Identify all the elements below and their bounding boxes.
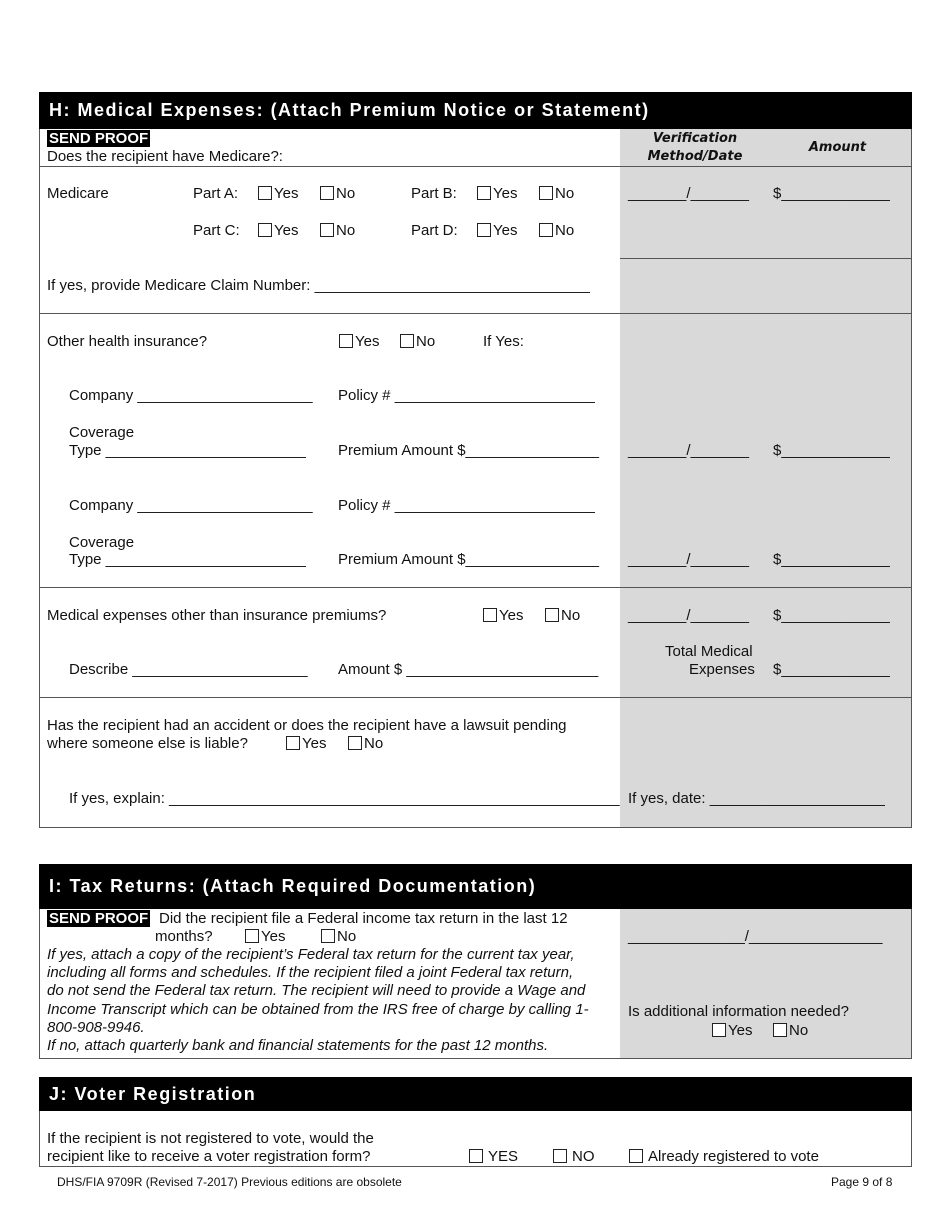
part-b-yes[interactable]: Yes <box>477 185 517 202</box>
checkbox[interactable] <box>321 929 335 943</box>
part-d-label: Part D: <box>411 222 458 239</box>
explain-field[interactable]: If yes, explain: ______________________________________________________ <box>69 790 620 807</box>
checkbox[interactable] <box>400 334 414 348</box>
insurance2-amount-field[interactable]: $_____________ <box>773 551 890 568</box>
premium-amount-field-2[interactable]: Premium Amount $________________ <box>338 551 600 568</box>
checkbox[interactable] <box>545 608 559 622</box>
checkbox[interactable] <box>348 736 362 750</box>
part-d-no[interactable]: No <box>539 222 574 239</box>
tax-verification-field[interactable]: ______________/________________ <box>628 928 883 945</box>
checkbox[interactable] <box>320 186 334 200</box>
checkbox[interactable] <box>712 1023 726 1037</box>
checkbox[interactable] <box>320 223 334 237</box>
checkbox[interactable] <box>483 608 497 622</box>
col-amount-header: Amount <box>808 140 867 155</box>
total-medical-amount-field[interactable]: $_____________ <box>773 661 890 678</box>
additional-info-no[interactable]: No <box>773 1022 808 1039</box>
coverage-type-field-1[interactable]: Type ________________________ <box>69 442 306 459</box>
coverage-type-field-2[interactable]: Type ________________________ <box>69 551 306 568</box>
accident-question-line2: where someone else is liable? <box>47 735 248 752</box>
insurance2-verification-field[interactable]: _______/_______ <box>628 551 749 568</box>
medicare-verification-field[interactable]: _______/_______ <box>628 185 749 202</box>
voter-question-line2: recipient like to receive a voter registration form? <box>47 1148 371 1165</box>
tax-question-line1: Did the recipient file a Federal income tax return in the last 12 <box>159 910 568 927</box>
checkbox[interactable] <box>258 186 272 200</box>
accident-question-line1: Has the recipient had an accident or does the recipient have a lawsuit pending <box>47 717 567 734</box>
medicare-label: Medicare <box>47 185 109 202</box>
col-verification-header: Verification Method/Date <box>647 131 743 164</box>
coverage-label-2: Coverage <box>69 534 135 551</box>
part-a-no[interactable]: No <box>320 185 355 202</box>
medicare-claim-number-field[interactable]: If yes, provide Medicare Claim Number: _________________________________ <box>47 277 590 294</box>
coverage-label-1: Coverage <box>69 424 135 441</box>
medical-other-question: Medical expenses other than insurance premiums? <box>47 607 387 624</box>
section-j-header <box>39 1077 912 1111</box>
section-h-header <box>39 92 912 129</box>
checkbox[interactable] <box>539 223 553 237</box>
section-j-title: J: Voter Registration <box>49 1084 257 1104</box>
part-a-yes[interactable]: Yes <box>258 185 298 202</box>
tax-question-line2: months? <box>155 928 213 945</box>
checkbox[interactable] <box>245 929 259 943</box>
if-yes-label: If Yes: <box>483 333 524 350</box>
voter-question-line1: If the recipient is not registered to vote, would the <box>47 1130 374 1147</box>
checkbox[interactable] <box>469 1149 483 1163</box>
tax-instructions: If yes, attach a copy of the recipient’s Federal tax return for the current tax year, including all forms and schedules. If the recipient filed a joint Federal tax return, do not send the Federal tax return. The recipient will need to provide a Wage and Income Transcript which can be obtained from the IRS free of charge by calling 1- 800-908-9946. If no, attach quarterly bank and financial statements for the past 12 months. <box>47 946 589 1055</box>
medical-other-yes[interactable]: Yes <box>483 607 523 624</box>
section-h-title: H: Medical Expenses: (Attach Premium Notice or Statement) <box>49 100 650 120</box>
tax-no[interactable]: No <box>321 928 356 945</box>
part-b-no[interactable]: No <box>539 185 574 202</box>
part-c-label: Part C: <box>193 222 240 239</box>
footer-form-id: DHS/FIA 9709R (Revised 7-2017) Previous editions are obsolete <box>57 1175 402 1189</box>
amount-field[interactable]: Amount $ _______________________ <box>338 661 599 678</box>
insurance1-amount-field[interactable]: $_____________ <box>773 442 890 459</box>
date-field[interactable]: If yes, date: _____________________ <box>628 790 885 807</box>
policy-field-2[interactable]: Policy # ________________________ <box>338 497 595 514</box>
checkbox[interactable] <box>477 186 491 200</box>
section-i-title: I: Tax Returns: (Attach Required Documentation) <box>49 876 537 896</box>
other-insurance-yes[interactable]: Yes <box>339 333 379 350</box>
other-insurance-question: Other health insurance? <box>47 333 208 350</box>
send-proof-badge: SEND PROOF <box>49 130 149 147</box>
describe-field[interactable]: Describe _____________________ <box>69 661 308 678</box>
additional-info-question: Is additional information needed? <box>628 1003 849 1020</box>
expenses-label: Expenses <box>689 661 755 678</box>
voter-yes[interactable]: YES <box>469 1148 518 1165</box>
section-i-header <box>39 864 912 909</box>
other-insurance-no[interactable]: No <box>400 333 435 350</box>
insurance1-verification-field[interactable]: _______/_______ <box>628 442 749 459</box>
checkbox[interactable] <box>258 223 272 237</box>
checkbox[interactable] <box>539 186 553 200</box>
verification-column <box>620 129 911 827</box>
total-medical-label: Total Medical <box>665 643 753 660</box>
accident-yes[interactable]: Yes <box>286 735 326 752</box>
part-c-no[interactable]: No <box>320 222 355 239</box>
medicare-question: Does the recipient have Medicare?: <box>47 148 283 165</box>
premium-amount-field-1[interactable]: Premium Amount $________________ <box>338 442 600 459</box>
checkbox[interactable] <box>773 1023 787 1037</box>
medicare-amount-field[interactable]: $_____________ <box>773 185 890 202</box>
medical-other-no[interactable]: No <box>545 607 580 624</box>
company-field-1[interactable]: Company _____________________ <box>69 387 313 404</box>
medical-other-verification-field[interactable]: _______/_______ <box>628 607 749 624</box>
accident-no[interactable]: No <box>348 735 383 752</box>
additional-info-yes[interactable]: Yes <box>712 1022 752 1039</box>
voter-already-registered[interactable]: Already registered to vote <box>629 1148 819 1165</box>
checkbox[interactable] <box>477 223 491 237</box>
checkbox[interactable] <box>629 1149 643 1163</box>
checkbox[interactable] <box>553 1149 567 1163</box>
part-c-yes[interactable]: Yes <box>258 222 298 239</box>
footer-page-number: Page 9 of 8 <box>831 1175 893 1189</box>
checkbox[interactable] <box>286 736 300 750</box>
medical-other-amount-field[interactable]: $_____________ <box>773 607 890 624</box>
company-field-2[interactable]: Company _____________________ <box>69 497 313 514</box>
voter-no[interactable]: NO <box>553 1148 595 1165</box>
part-a-label: Part A: <box>193 185 239 202</box>
tax-yes[interactable]: Yes <box>245 928 285 945</box>
policy-field-1[interactable]: Policy # ________________________ <box>338 387 595 404</box>
send-proof-badge-i: SEND PROOF <box>49 910 149 927</box>
part-d-yes[interactable]: Yes <box>477 222 517 239</box>
checkbox[interactable] <box>339 334 353 348</box>
part-b-label: Part B: <box>411 185 457 202</box>
